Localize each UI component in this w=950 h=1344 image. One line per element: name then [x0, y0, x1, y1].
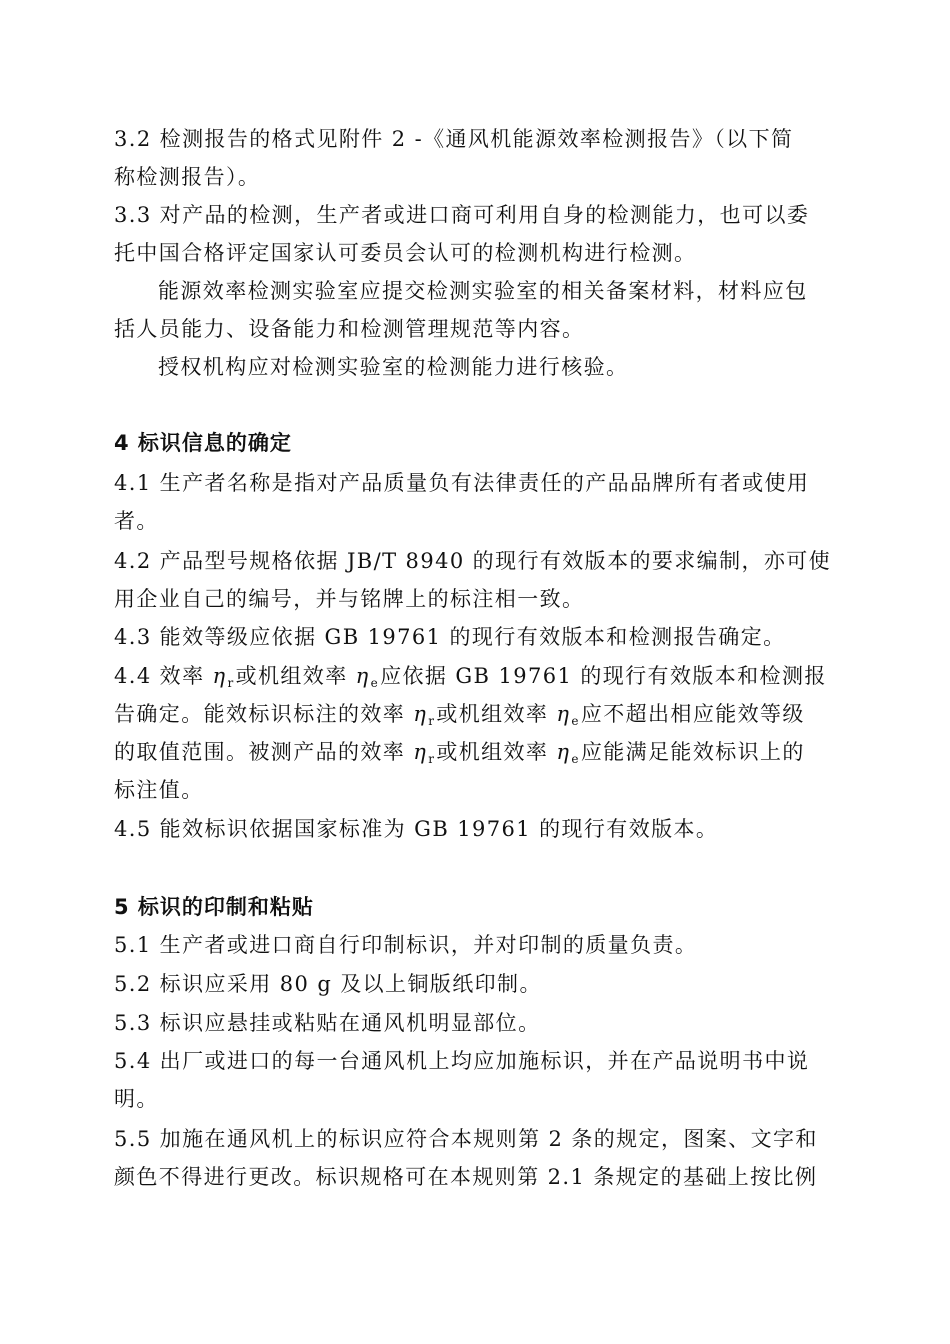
eta-symbol: η — [413, 702, 428, 726]
section-5-heading: 5 标识的印制和粘贴 — [114, 895, 314, 919]
eta-symbol: η — [212, 664, 227, 688]
clause-4-2-line-1: 4.2 产品型号规格依据 JB/T 8940 的现行有效版本的要求编制，亦可使 — [114, 549, 832, 573]
clause-4-4-line-1-part-b: 或机组效率 — [235, 664, 348, 688]
clause-4-1-line-1: 4.1 生产者名称是指对产品质量负有法律责任的产品品牌所有者或使用 — [114, 471, 810, 495]
clause-4-4-line-2 — [114, 695, 834, 733]
eta-symbol: η — [355, 664, 370, 688]
subscript-r: r — [428, 752, 436, 766]
section-4-heading: 4 标识信息的确定 — [114, 431, 292, 455]
clause-5-1: 5.1 生产者或进口商自行印制标识，并对印制的质量负责。 — [114, 933, 698, 957]
clause-5-3: 5.3 标识应悬挂或粘贴在通风机明显部位。 — [114, 1011, 541, 1035]
clause-4-4-line-3-part-c: 应能满足能效标识上的 — [580, 740, 805, 764]
clause-4-3: 4.3 能效等级应依据 GB 19761 的现行有效版本和检测报告确定。 — [114, 625, 786, 649]
lab-paragraph-line-1: 能源效率检测实验室应提交检测实验室的相关备案材料，材料应包 — [158, 279, 808, 303]
clause-3-2-line-1: 3.2 检测报告的格式见附件 2 -《通风机能源效率检测报告》（以下简 — [114, 127, 794, 151]
clause-4-4-line-2-part-c: 应不超出相应能效等级 — [580, 702, 805, 726]
clause-4-4-line-2-part-b: 或机组效率 — [436, 702, 549, 726]
lab-paragraph-line-2: 括人员能力、设备能力和检测管理规范等内容。 — [114, 317, 585, 341]
clause-5-5-line-2: 颜色不得进行更改。标识规格可在本规则第 2.1 条规定的基础上按比例 — [114, 1165, 818, 1189]
subscript-e: e — [571, 752, 580, 766]
clause-3-3-line-1: 3.3 对产品的检测，生产者或进口商可利用自身的检测能力，也可以委 — [114, 203, 810, 227]
clause-4-5: 4.5 能效标识依据国家标准为 GB 19761 的现行有效版本。 — [114, 817, 719, 841]
clause-3-3-line-2: 托中国合格评定国家认可委员会认可的检测机构进行检测。 — [114, 241, 697, 265]
subscript-r: r — [227, 676, 235, 690]
clause-4-4-line-3 — [114, 733, 834, 771]
clause-4-4-line-3-part-a: 的取值范围。被测产品的效率 — [114, 740, 406, 764]
subscript-e: e — [571, 714, 580, 728]
eta-symbol: η — [556, 740, 571, 764]
clause-4-1-line-2: 者。 — [114, 509, 159, 533]
subscript-e: e — [370, 676, 380, 690]
clause-3-2-line-2: 称检测报告）。 — [114, 165, 261, 189]
clause-4-4-line-1 — [114, 657, 834, 695]
clause-4-2-line-2: 用企业自己的编号，并与铭牌上的标注相一致。 — [114, 587, 585, 611]
clause-5-5-line-1: 5.5 加施在通风机上的标识应符合本规则第 2 条的规定，图案、文字和 — [114, 1127, 818, 1151]
clause-5-2: 5.2 标识应采用 80 g 及以上铜版纸印制。 — [114, 972, 542, 996]
clause-5-4-line-2: 明。 — [114, 1087, 159, 1111]
clause-4-4-line-2-part-a: 告确定。能效标识标注的效率 — [114, 702, 406, 726]
authority-paragraph: 授权机构应对检测实验室的检测能力进行核验。 — [158, 355, 629, 379]
clause-5-4-line-1: 5.4 出厂或进口的每一台通风机上均应加施标识，并在产品说明书中说 — [114, 1049, 810, 1073]
subscript-r: r — [428, 714, 436, 728]
clause-4-4-line-4: 标注值。 — [114, 778, 204, 802]
eta-symbol: η — [556, 702, 571, 726]
eta-symbol: η — [413, 740, 428, 764]
clause-4-4-line-3-part-b: 或机组效率 — [436, 740, 549, 764]
clause-4-4-line-1-part-a: 4.4 效率 — [114, 664, 205, 688]
clause-4-4-line-1-part-c: 应依据 GB 19761 的现行有效版本和检测报 — [380, 664, 827, 688]
